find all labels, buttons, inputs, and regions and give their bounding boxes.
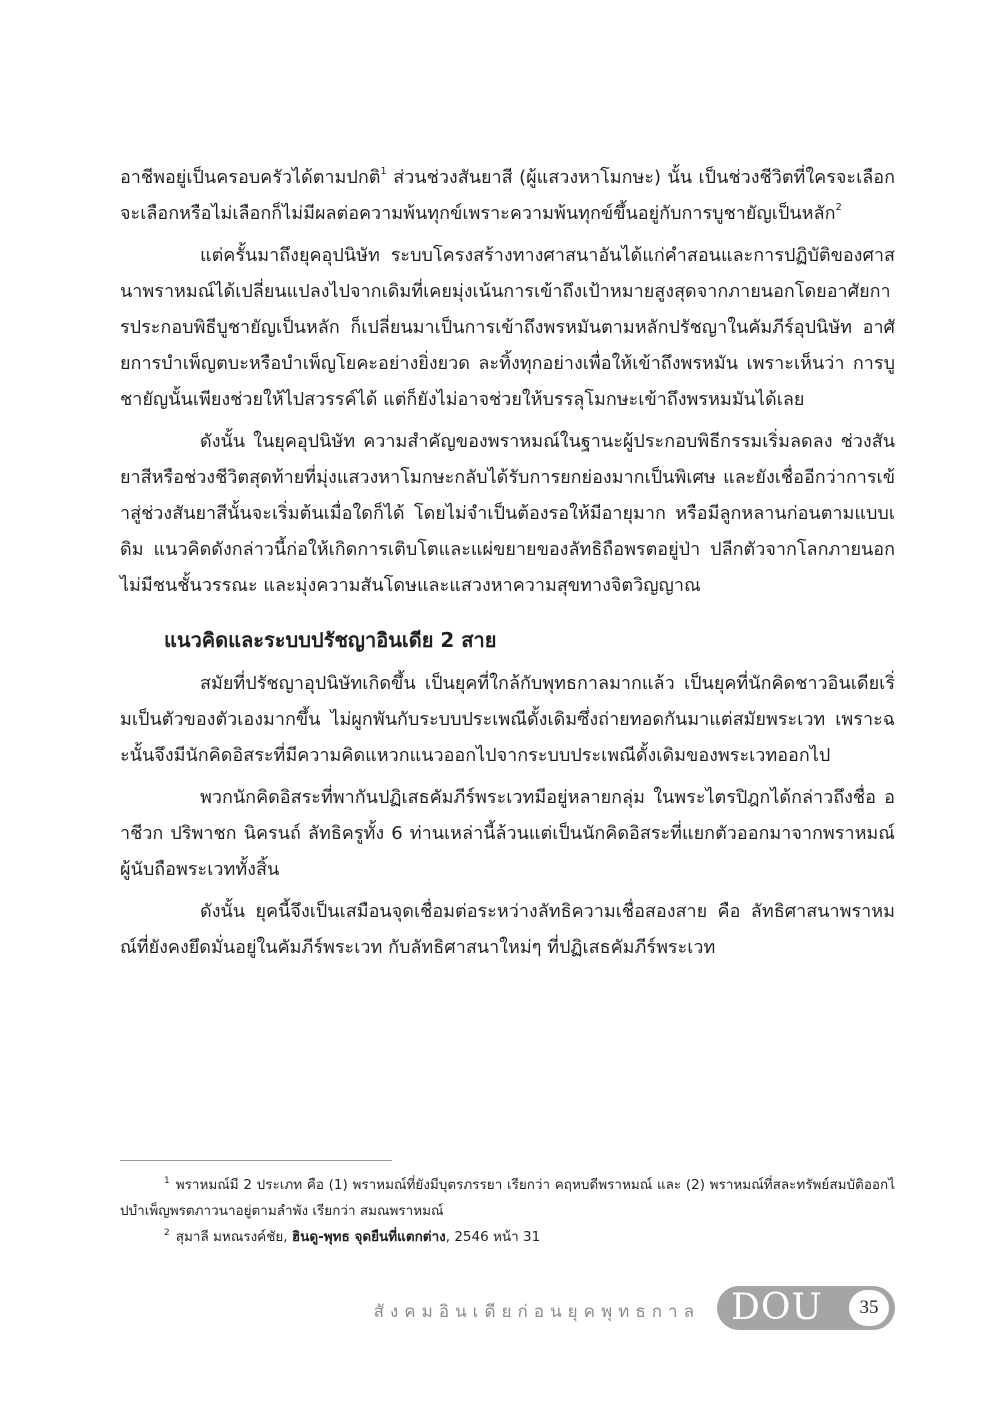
- page-footer: [0, 1286, 1000, 1336]
- body-text: [120, 160, 895, 966]
- page-badge: [717, 1286, 895, 1330]
- paragraph-5: พวกนักคิดอิสระที่พากันปฏิเสธคัมภีร์พระเวทมีอยู่หลายกลุ่ม ในพระไตรปิฎกได้กล่าวถึงชื่อ อาชีวก ปริพาชก นิครนถ์ ลัทธิครูทั้ง 6 ท่านเหล่านี้ล้วนแต่เป็นนักคิดอิสระที่แยกตัวออกมาจากพราหมณ์ผู้นับถือพระเวททั้งสิ้น: [120, 787, 895, 880]
- paragraph-2: แต่ครั้นมาถึงยุคอุปนิษัท ระบบโครงสร้างทางศาสนาอันได้แก่คำสอนและการปฏิบัติของศาสนาพราหมณ์ได้เปลี่ยนแปลงไปจากเดิมที่เคยมุ่งเน้นการเข้าถึงเป้าหมายสูงสุดจากภายนอกโดยอาศัยการประกอบพิธีบูชายัญเป็นหลัก ก็เปลี่ยนมาเป็นการเข้าถึงพรหมันตามหลักปรัชญาในคัมภีร์อุปนิษัท อาศัยการบำเพ็ญตบะหรือบำเพ็ญโยคะอย่างยิ่งยวด ละทิ้งทุกอย่างเพื่อให้เข้าถึงพรหมัน เพราะเห็นว่า การบูชายัญนั้นเพียงช่วยให้ไปสวรรค์ได้ แต่ก็ยังไม่อาจช่วยให้บรรลุโมกษะเข้าถึงพรหมมันได้เลย: [120, 245, 895, 410]
- paragraph-1: อาชีพอยู่เป็นครอบครัวได้ตามปกติ$^1$ ส่วนช่วงสันยาสี (ผู้แสวงหาโมกษะ) นั้น เป็นช่วงชีวิตที่ใครจะเลือกจะเลือกหรือไม่เลือกก็ไม่มีผลต่อความพ้นทุกข์เพราะความพ้นทุกข์ขึ้นอยู่กับการบูชายัญเป็นหลัก$^2$: [120, 166, 895, 224]
- dou-logo: DOU: [731, 1287, 823, 1328]
- footnotes: [120, 1172, 895, 1250]
- paragraph-4: สมัยที่ปรัชญาอุปนิษัทเกิดขึ้น เป็นยุคที่ใกล้กับพุทธกาลมากแล้ว เป็นยุคที่นักคิดชาวอินเดียเริ่มเป็นตัวของตัวเองมากขึ้น ไม่ผูกพันกับระบบประเพณีดั้งเดิมซึ่งถ่ายทอดกันมาแต่สมัยพระเวท เพราะฉะนั้นจึงมีนักคิดอิสระที่มีความคิดแหวกแนวออกไปจากระบบประเพณีดั้งเดิมของพระเวทออกไป: [120, 673, 895, 766]
- footnote-2-book-title: ฮินดู-พุทธ จุดยืนที่แตกต่าง: [291, 1229, 446, 1245]
- footnote-ref-1[interactable]: 1: [380, 166, 387, 177]
- running-title: สังคมอินเดียก่อนยุคพุทธกาล: [373, 1302, 700, 1322]
- page-number: 35: [849, 1290, 889, 1326]
- paragraph-6: ดังนั้น ยุคนี้จึงเป็นเสมือนจุดเชื่อมต่อระหว่างลัทธิความเชื่อสองสาย คือ ลัทธิศาสนาพราหมณ์ที่ยังคงยึดมั่นอยู่ในคัมภีร์พระเวท กับลัทธิศาสนาใหม่ๆ ที่ปฏิเสธคัมภีร์พระเวท: [120, 901, 895, 958]
- footnote-ref-2[interactable]: 2: [835, 202, 842, 213]
- section-heading: แนวคิดและระบบปรัชญาอินเดีย 2 สาย: [164, 628, 497, 652]
- footnote-divider: [120, 1160, 392, 1161]
- footnote-1: $^1$ พราหมณ์มี 2 ประเภท คือ (1) พราหมณ์ที่ยังมีบุตรภรรยา เรียกว่า คฤหบดีพราหมณ์ และ (2) พราหมณ์ที่สละทรัพย์สมบัติออกไปบำเพ็ญพรตภาวนาอยู่ตามลำพัง เรียกว่า สมณพราหมณ์: [120, 1176, 895, 1219]
- footnote-2: $^2$ สุมาลี มหณรงค์ชัย, ฮินดู-พุทธ จุดยืนที่แตกต่าง, 2546 หน้า 31: [164, 1228, 541, 1245]
- paragraph-3: ดังนั้น ในยุคอุปนิษัท ความสำคัญของพราหมณ์ในฐานะผู้ประกอบพิธีกรรมเริ่มลดลง ช่วงสันยาสีหรือช่วงชีวิตสุดท้ายที่มุ่งแสวงหาโมกษะกลับได้รับการยกย่องมากเป็นพิเศษ และยังเชื่ออีกว่าการเข้าสู่ช่วงสันยาสีนั้นจะเริ่มต้นเมื่อใดก็ได้ โดยไม่จำเป็นต้องรอให้มีอายุมาก หรือมีลูกหลานก่อนตามแบบเดิม แนวคิดดังกล่าวนี้ก่อให้เกิดการเติบโตและแผ่ขยายของลัทธิถือพรตอยู่ป่า ปลีกตัวจากโลกภายนอก ไม่มีชนชั้นวรรณะ และมุ่งความสันโดษและแสวงหาความสุขทางจิตวิญญาณ: [120, 431, 895, 596]
